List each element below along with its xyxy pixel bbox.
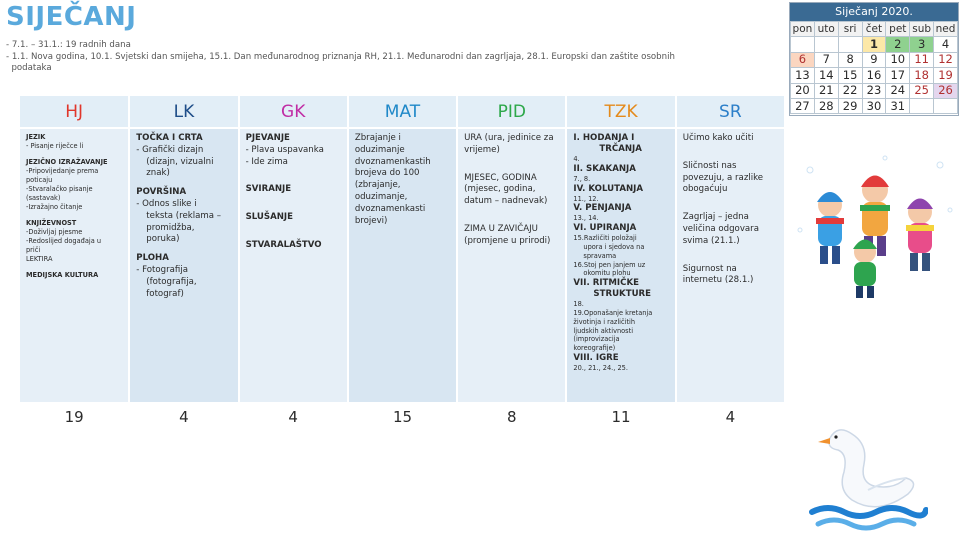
sr-topic: povezuju, a razlike bbox=[682, 172, 764, 183]
pid-content bbox=[457, 128, 566, 402]
tzk-section-title: VIII. IGRE bbox=[573, 352, 619, 363]
calendar-weekday-row bbox=[791, 22, 958, 37]
sr-topic: Učimo kako učiti bbox=[682, 133, 754, 143]
gk-item: - Plava uspavanka bbox=[245, 144, 324, 155]
lk-item: poruka) bbox=[146, 234, 180, 245]
hj-item: (sastavak) bbox=[26, 194, 61, 202]
subject-header-gk: GK bbox=[239, 96, 348, 128]
weekday: ned bbox=[934, 22, 958, 37]
hours-sr: 4 bbox=[676, 402, 785, 432]
weekday: uto bbox=[814, 22, 838, 37]
calendar-day: 13 bbox=[791, 68, 815, 83]
tzk-line: koreografije) bbox=[573, 344, 616, 353]
tzk-line: 16.Stoj pen janjem uz bbox=[573, 260, 646, 269]
pid-topic: ZIMA U ZAVIČAJU bbox=[464, 223, 538, 234]
calendar-day: 27 bbox=[791, 98, 815, 113]
swan-illustration bbox=[808, 420, 928, 538]
calendar-day bbox=[791, 37, 815, 52]
tzk-line: (improvizacija bbox=[573, 335, 620, 344]
tzk-section-title: VII. RITMIČKE bbox=[573, 278, 639, 289]
tzk-lesson-num: 4. bbox=[573, 155, 580, 163]
hours-lk: 4 bbox=[129, 402, 238, 432]
calendar-day: 10 bbox=[886, 52, 910, 67]
tzk-section-title: STRUKTURE bbox=[593, 289, 652, 300]
calendar-day: 7 bbox=[814, 52, 838, 67]
gk-item: - Ide zima bbox=[245, 156, 288, 167]
tzk-section-title: TRČANJA bbox=[599, 144, 642, 154]
mat-line: oduzimanje, bbox=[354, 191, 408, 202]
calendar-week bbox=[791, 83, 958, 98]
lk-item: - Odnos slike i bbox=[136, 198, 197, 209]
pid-topic: vrijeme) bbox=[464, 144, 500, 155]
calendar-day: 2 bbox=[886, 37, 910, 52]
gk-section-title: STVARALAŠTVO bbox=[245, 239, 322, 250]
calendar-grid bbox=[790, 21, 958, 114]
subject-header-row bbox=[20, 96, 785, 128]
calendar-day: 16 bbox=[862, 68, 886, 83]
lk-section-title: POVRŠINA bbox=[136, 187, 187, 198]
calendar-day: 4 bbox=[934, 37, 958, 52]
calendar-week bbox=[791, 37, 958, 52]
hj-item: poticaju bbox=[26, 176, 53, 184]
sr-topic: internetu (28.1.) bbox=[682, 275, 754, 286]
hj-item: -Izražajno čitanje bbox=[26, 203, 83, 211]
sr-content bbox=[676, 128, 785, 402]
kid-figure bbox=[853, 240, 877, 299]
mat-line: brojevi) bbox=[354, 215, 388, 226]
summary-line: - 1.1. Nova godina, 10.1. Svjetski dan smijeha, 15.1. Dan međunarodnog priznanja RH, 21.1. Međunarodni dan zagrljaja, 28.1. Europski dan zaštite osobnih bbox=[6, 51, 675, 62]
subject-header-lk: LK bbox=[129, 96, 238, 128]
hj-section-title: KNJIŽEVNOST bbox=[26, 219, 77, 227]
calendar-day bbox=[910, 98, 934, 113]
hours-pid: 8 bbox=[457, 402, 566, 432]
calendar-week bbox=[791, 52, 958, 67]
calendar-day: 25 bbox=[910, 83, 934, 98]
tzk-section-title: I. HODANJA I bbox=[573, 133, 635, 143]
weekday: čet bbox=[862, 22, 886, 37]
tzk-line: spravama bbox=[583, 251, 617, 260]
tzk-lesson-num: 20., 21., 24., 25. bbox=[573, 363, 628, 372]
tzk-lesson-num: 7., 8. bbox=[573, 174, 591, 183]
tzk-section-title: IV. KOLUTANJA bbox=[573, 183, 644, 194]
month-calendar bbox=[789, 2, 959, 116]
tzk-line: upora i sjedova na bbox=[583, 242, 645, 251]
calendar-day: 8 bbox=[838, 52, 862, 67]
lk-item: (dizajn, vizualni bbox=[146, 156, 214, 167]
hj-item: -Doživljaj pjesme bbox=[26, 228, 83, 236]
sr-topic: obogaćuju bbox=[682, 184, 728, 195]
winter-kids-illustration bbox=[790, 150, 960, 300]
month-summary bbox=[6, 40, 766, 75]
mat-line: oduzimanje bbox=[354, 144, 405, 155]
tzk-line: okomitu plohu bbox=[583, 269, 631, 278]
weekday: pet bbox=[886, 22, 910, 37]
lk-item: promidžba, bbox=[146, 222, 195, 233]
lk-section-title: TOČKA I CRTA bbox=[136, 133, 203, 143]
calendar-day: 21 bbox=[814, 83, 838, 98]
tzk-line: 18. bbox=[573, 300, 584, 309]
hj-section-title: JEZIČNO IZRAŽAVANJE bbox=[26, 158, 108, 166]
pid-topic: (promjene u prirodi) bbox=[464, 235, 551, 246]
weekday: pon bbox=[791, 22, 815, 37]
tzk-lesson-num: 13., 14. bbox=[573, 214, 599, 223]
hj-item: priči bbox=[26, 246, 41, 254]
lk-item: fotograf) bbox=[146, 288, 184, 299]
calendar-day bbox=[934, 98, 958, 113]
hj-content bbox=[20, 128, 129, 402]
mat-content bbox=[348, 128, 457, 402]
mat-line: dvoznamenkastih bbox=[354, 156, 431, 167]
calendar-week bbox=[791, 68, 958, 83]
calendar-day: 30 bbox=[862, 98, 886, 113]
summary-line: - 7.1. – 31.1.: 19 radnih dana bbox=[6, 40, 131, 50]
gk-section-title: PJEVANJE bbox=[245, 133, 290, 143]
hj-item: -Pripovijedanje prema bbox=[26, 167, 99, 175]
lk-content bbox=[129, 128, 238, 402]
calendar-day: 15 bbox=[838, 68, 862, 83]
pid-topic: MJESEC, GODINA bbox=[464, 172, 537, 183]
calendar-day: 18 bbox=[910, 68, 934, 83]
calendar-day: 12 bbox=[934, 52, 958, 67]
calendar-day: 9 bbox=[862, 52, 886, 67]
tzk-line: 19.Oponašanje kretanja bbox=[573, 308, 653, 317]
kid-figure bbox=[906, 199, 934, 272]
calendar-title: Siječanj 2020. bbox=[790, 3, 958, 21]
hours-hj: 19 bbox=[20, 402, 129, 432]
calendar-day: 6 bbox=[791, 52, 815, 67]
hj-item: - Pisanje riječce li bbox=[26, 142, 84, 150]
calendar-day: 22 bbox=[838, 83, 862, 98]
hours-mat: 15 bbox=[348, 402, 457, 432]
lk-item: - Fotografija bbox=[136, 264, 188, 275]
mat-line: dvoznamenkasti bbox=[354, 203, 426, 214]
subject-header-tzk: TZK bbox=[566, 96, 675, 128]
subject-header-mat: MAT bbox=[348, 96, 457, 128]
gk-section-title: SVIRANJE bbox=[245, 184, 292, 195]
hj-section-title: MEDIJSKA KULTURA bbox=[26, 271, 99, 279]
calendar-day bbox=[814, 37, 838, 52]
sr-topic: Sigurnost na bbox=[682, 263, 737, 274]
lk-item: znak) bbox=[146, 168, 170, 179]
lk-item: teksta (reklama – bbox=[146, 210, 222, 221]
calendar-day: 1 bbox=[862, 37, 886, 52]
hours-tzk: 11 bbox=[566, 402, 675, 432]
calendar-day: 14 bbox=[814, 68, 838, 83]
calendar-day: 17 bbox=[886, 68, 910, 83]
tzk-line: ljudskih aktivnosti bbox=[573, 326, 634, 335]
calendar-day: 29 bbox=[838, 98, 862, 113]
tzk-line: životinja i različitih bbox=[573, 317, 636, 326]
tzk-section-title: V. PENJANJA bbox=[573, 203, 632, 214]
calendar-week bbox=[791, 98, 958, 113]
tzk-section-title: VI. UPIRANJA bbox=[573, 223, 637, 234]
calendar-day bbox=[838, 37, 862, 52]
calendar-day: 28 bbox=[814, 98, 838, 113]
calendar-day: 19 bbox=[934, 68, 958, 83]
hours-gk: 4 bbox=[239, 402, 348, 432]
weekday: sri bbox=[838, 22, 862, 37]
tzk-content bbox=[566, 128, 675, 402]
tzk-lesson-num: 11., 12. bbox=[573, 194, 599, 203]
calendar-day: 20 bbox=[791, 83, 815, 98]
mat-line: brojeva do 100 bbox=[354, 168, 420, 179]
subject-header-hj: HJ bbox=[20, 96, 129, 128]
calendar-day: 26 bbox=[934, 83, 958, 98]
sr-topic: Zagrljaj – jedna bbox=[682, 212, 749, 223]
monthly-plan-table bbox=[20, 96, 786, 432]
calendar-day: 23 bbox=[862, 83, 886, 98]
sr-topic: veličina odgovara bbox=[682, 223, 759, 234]
pid-topic: URA (ura, jedinice za bbox=[464, 133, 554, 143]
kid-figure bbox=[816, 192, 844, 264]
tzk-section-title: II. SKAKANJA bbox=[573, 163, 636, 174]
gk-content bbox=[239, 128, 348, 402]
hours-row bbox=[20, 402, 785, 432]
subject-content-row bbox=[20, 128, 785, 402]
sr-topic: Sličnosti nas bbox=[682, 160, 737, 171]
subject-header-pid: PID bbox=[457, 96, 566, 128]
pid-topic: datum – nadnevak) bbox=[464, 196, 548, 207]
calendar-day: 31 bbox=[886, 98, 910, 113]
weekday: sub bbox=[910, 22, 934, 37]
hj-section-title: JEZIK bbox=[26, 133, 46, 141]
calendar-day: 24 bbox=[886, 83, 910, 98]
tzk-line: 15.Različiti položaji bbox=[573, 234, 637, 243]
hj-item: -Stvaralačko pisanje bbox=[26, 185, 93, 193]
summary-line: podataka bbox=[6, 63, 52, 73]
hj-item: -Redoslijed događaja u bbox=[26, 237, 102, 245]
lk-item: (fotografija, bbox=[146, 276, 197, 287]
page-title: SIJEČANJ bbox=[6, 2, 137, 32]
sr-topic: svima (21.1.) bbox=[682, 235, 740, 246]
pid-topic: (mjesec, godina, bbox=[464, 184, 536, 195]
lk-section-title: PLOHA bbox=[136, 253, 169, 264]
gk-section-title: SLUŠANJE bbox=[245, 212, 293, 223]
calendar-day: 11 bbox=[910, 52, 934, 67]
mat-line: Zbrajanje i bbox=[354, 133, 401, 143]
calendar-day: 3 bbox=[910, 37, 934, 52]
mat-line: (zbrajanje, bbox=[354, 180, 401, 191]
lk-item: - Grafički dizajn bbox=[136, 144, 204, 155]
subject-header-sr: SR bbox=[676, 96, 785, 128]
hj-item: LEKTIRA bbox=[26, 255, 53, 263]
